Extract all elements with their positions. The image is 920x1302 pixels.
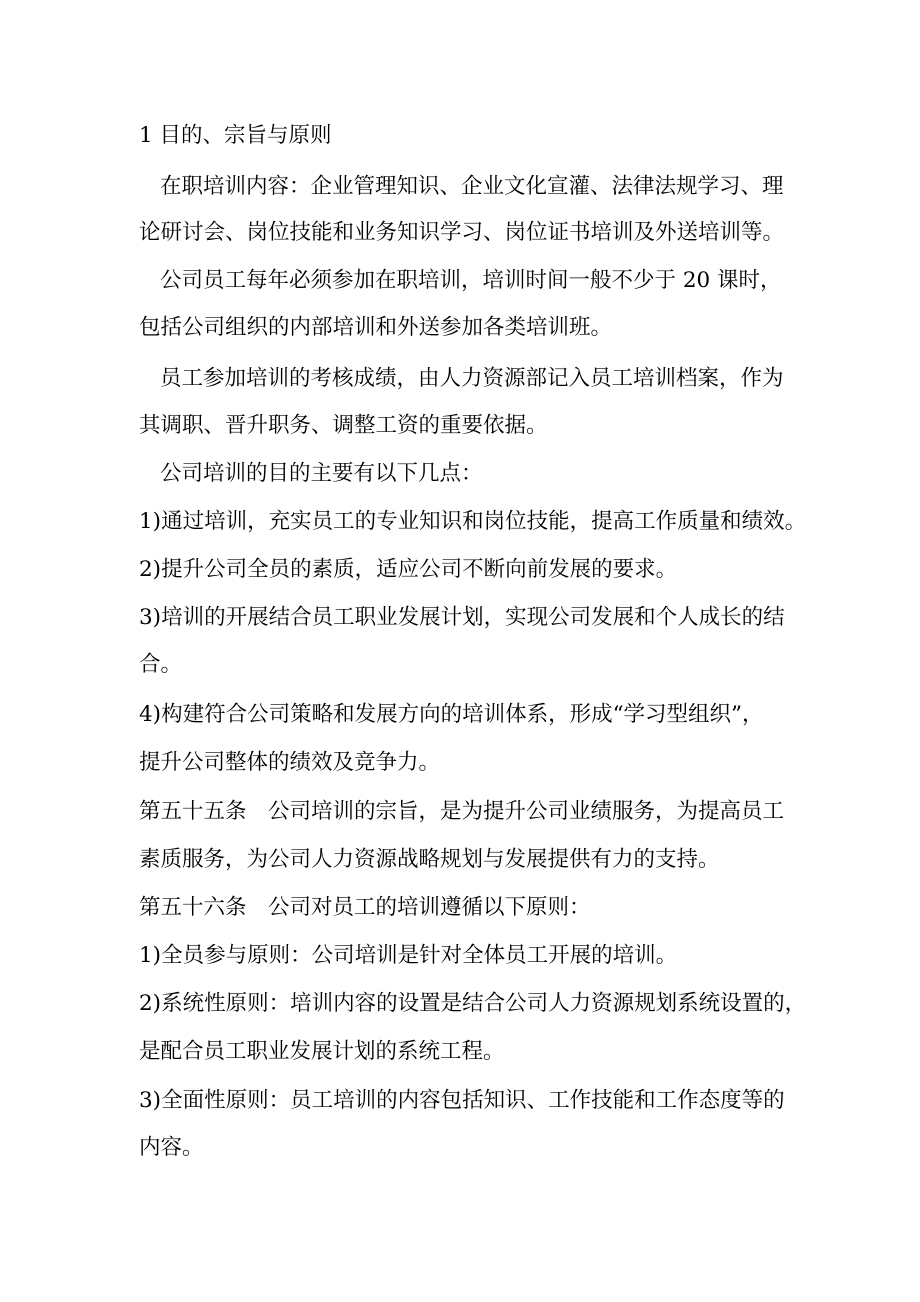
list-item: 4)构建符合公司策略和发展方向的培训体系，形成“学习型组织”，	[139, 702, 764, 727]
list-item-continuation: 提升公司整体的绩效及竞争力。	[139, 750, 441, 775]
list-item: 1)通过培训，充实员工的专业知识和岗位技能，提高工作质量和绩效。	[139, 509, 807, 534]
article-55: 第五十五条 公司培训的宗旨，是为提升公司业绩服务，为提高员工	[139, 799, 785, 824]
list-item: 3)培训的开展结合员工职业发展计划，实现公司发展和个人成长的结	[139, 605, 785, 630]
paragraph-line: 包括公司组织的内部培训和外送参加各类培训班。	[139, 315, 613, 340]
article-55-continuation: 素质服务，为公司人力资源战略规划与发展提供有力的支持。	[139, 847, 720, 872]
paragraph-line: 公司培训的目的主要有以下几点：	[160, 461, 483, 486]
paragraph-line: 其调职、晋升职务、调整工资的重要依据。	[139, 413, 548, 438]
list-item: 2)提升公司全员的素质，适应公司不断向前发展的要求。	[139, 557, 678, 582]
principle-item: 1)全员参与原则：公司培训是针对全体员工开展的培训。	[139, 943, 678, 968]
principle-item-continuation: 是配合员工职业发展计划的系统工程。	[139, 1039, 505, 1064]
principle-item: 2)系统性原则：培训内容的设置是结合公司人力资源规划系统设置的，	[139, 991, 807, 1016]
section-heading: 1 目的、宗旨与原则	[139, 123, 332, 148]
paragraph-line: 在职培训内容：企业管理知识、企业文化宣灌、法律法规学习、理	[160, 174, 784, 199]
article-56: 第五十六条 公司对员工的培训遵循以下原则：	[139, 895, 591, 920]
paragraph-line: 公司员工每年必须参加在职培训，培训时间一般不少于 20 课时，	[160, 268, 782, 293]
paragraph-line: 员工参加培训的考核成绩，由人力资源部记入员工培训档案，作为	[160, 366, 784, 391]
principle-item-continuation: 内容。	[139, 1135, 204, 1160]
principle-item: 3)全面性原则：员工培训的内容包括知识、工作技能和工作态度等的	[139, 1088, 785, 1113]
list-item-continuation: 合。	[139, 652, 183, 677]
paragraph-line: 论研讨会、岗位技能和业务知识学习、岗位证书培训及外送培训等。	[139, 220, 785, 245]
